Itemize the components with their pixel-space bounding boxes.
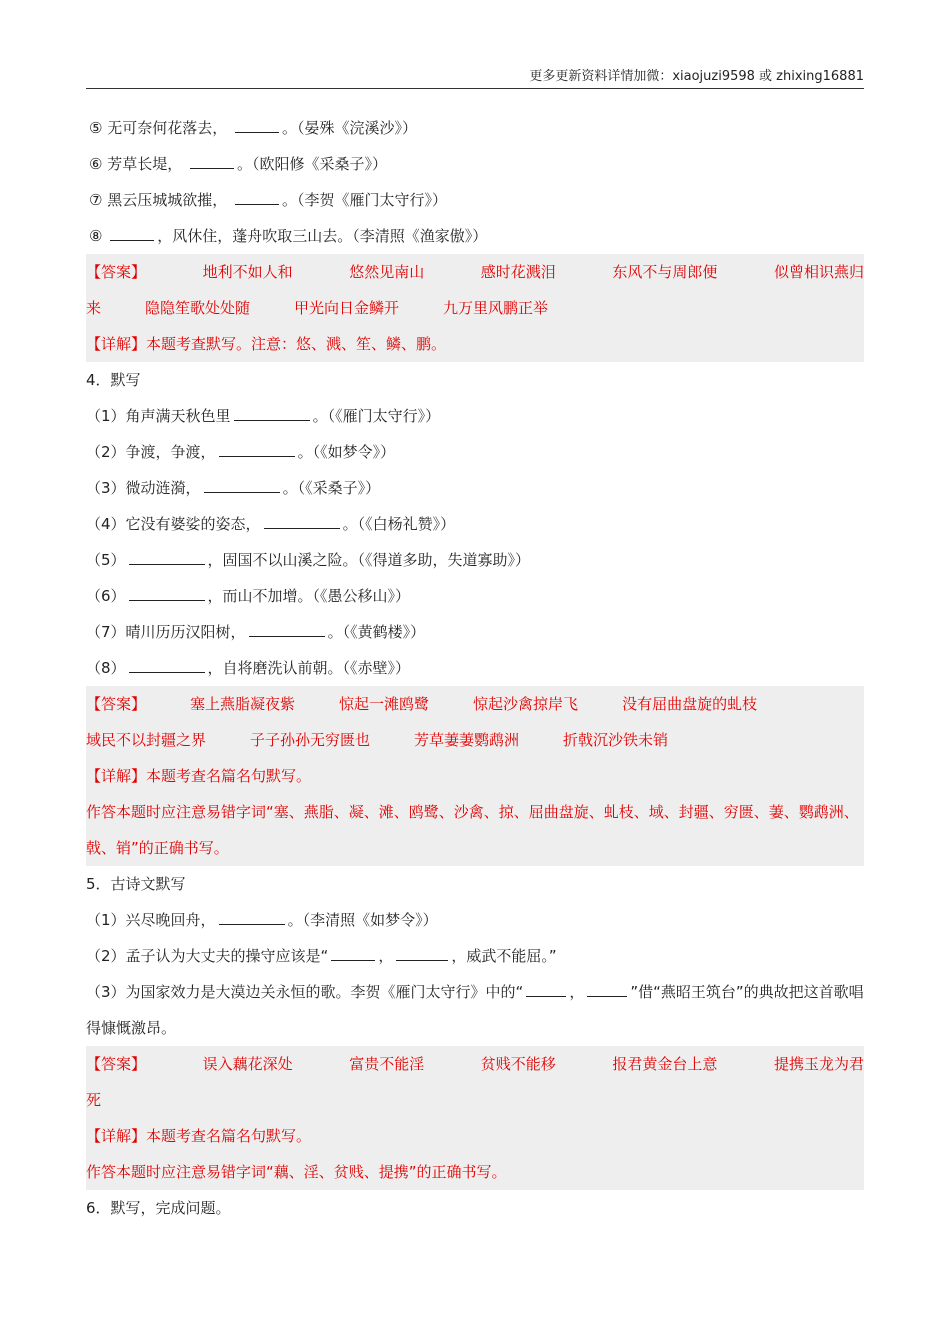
q3-item-7: ⑦ 黑云压城城欲摧， 。（李贺《雁门太守行》） — [89, 191, 448, 209]
q3-item-6: ⑥ 芳草长堤， 。（欧阳修《采桑子》） — [89, 155, 388, 173]
blank — [235, 190, 279, 205]
answer-detail: 作答本题时应注意易错字词“藕、淫、贫贱、提携”的正确书写。 — [86, 1163, 507, 1181]
page-header — [86, 66, 864, 89]
answer-row: 来 隐隐笙歌处处随 甲光向日金鳞开 九万里风鹏正举 — [86, 299, 549, 317]
blank — [204, 478, 280, 493]
blank — [110, 226, 154, 241]
blank — [526, 982, 566, 997]
blank — [587, 982, 627, 997]
q3-item-8: ⑧ ，风休住，蓬舟吹取三山去。（李清照《渔家傲》） — [89, 227, 488, 245]
blank — [129, 550, 205, 565]
answer-label: 【答案】 — [86, 695, 147, 713]
answer-row: 【答案】 地利不如人和 悠然见南山 感时花溅泪 东风不与周郎便 似曾相识燕归 — [86, 254, 864, 290]
q4-item-6: （6） ，而山不加增。（《愚公移山》） — [86, 587, 411, 605]
q5-item-3: （3）为国家效力是大漠边关永恒的歌。李贺《雁门太守行》中的“ ， ”借“燕昭王筑台”的典故把这首歌唱得慷慨激昂。 — [86, 983, 864, 1037]
q3-item-5: ⑤ 无可奈何花落去， 。（晏殊《浣溪沙》） — [89, 119, 418, 137]
q4-item-7: （7）晴川历历汉阳树， 。（《黄鹤楼》） — [86, 623, 426, 641]
blank — [129, 586, 205, 601]
q5-answer-block — [86, 1046, 864, 1190]
blank — [396, 946, 448, 961]
q6-title: 6．默写，完成问题。 — [86, 1199, 231, 1217]
q5-title: 5．古诗文默写 — [86, 875, 186, 893]
answer-detail: 作答本题时应注意易错字词“塞、燕脂、凝、滩、鸥鹭、沙禽、掠、屈曲盘旋、虬枝、域、封疆、穷匮、萋、鹦鹉洲、戟、销”的正确书写。 — [86, 803, 859, 857]
q4-answer-block — [86, 686, 864, 866]
blank — [235, 118, 279, 133]
answer-row: 域民不以封疆之界 子子孙孙无穷匮也 芳草萋萋鹦鹉洲 折戟沉沙铁未销 — [86, 731, 669, 749]
blank — [331, 946, 375, 961]
q4-item-1: （1）角声满天秋色里 。（《雁门太守行》） — [86, 407, 441, 425]
q5-item-2: （2）孟子认为大丈夫的操守应该是“ ， ，威武不能屈。” — [86, 947, 557, 965]
blank — [249, 622, 325, 637]
header-text: 更多更新资料详情加微：xiaojuzi9598 或 zhixing16881 — [529, 69, 864, 84]
document-body — [86, 110, 864, 1226]
blank — [190, 154, 234, 169]
answer-label: 【答案】 — [86, 263, 147, 281]
answer-row: 【答案】 塞上燕脂凝夜紫 惊起一滩鸥鹭 惊起沙禽掠岸飞 没有屈曲盘旋的虬枝 — [86, 686, 864, 722]
q4-item-3: （3）微动涟漪， 。（《采桑子》） — [86, 479, 381, 497]
answer-detail: 【详解】本题考查名篇名句默写。 — [86, 767, 312, 785]
blank — [264, 514, 340, 529]
blank — [219, 910, 285, 925]
answer-detail: 【详解】本题考查默写。注意：悠、溅、笙、鳞、鹏。 — [86, 335, 447, 353]
answer-row: 【答案】 误入藕花深处 富贵不能淫 贫贱不能移 报君黄金台上意 提携玉龙为君 — [86, 1046, 864, 1082]
blank — [219, 442, 295, 457]
q4-title: 4．默写 — [86, 371, 141, 389]
q4-item-5: （5） ，固国不以山溪之险。（《得道多助，失道寡助》） — [86, 551, 531, 569]
q5-item-1: （1）兴尽晚回舟， 。（李清照《如梦令》） — [86, 911, 438, 929]
answer-row: 死 — [86, 1091, 102, 1109]
blank — [234, 406, 310, 421]
answer-detail: 【详解】本题考查名篇名句默写。 — [86, 1127, 312, 1145]
q4-item-4: （4）它没有婆娑的姿态， 。（《白杨礼赞》） — [86, 515, 456, 533]
answer-label: 【答案】 — [86, 1055, 147, 1073]
blank — [129, 658, 205, 673]
q4-item-8: （8） ，自将磨洗认前朝。（《赤壁》） — [86, 659, 411, 677]
q4-item-2: （2）争渡，争渡， 。（《如梦令》） — [86, 443, 396, 461]
q3-answer-block — [86, 254, 864, 362]
